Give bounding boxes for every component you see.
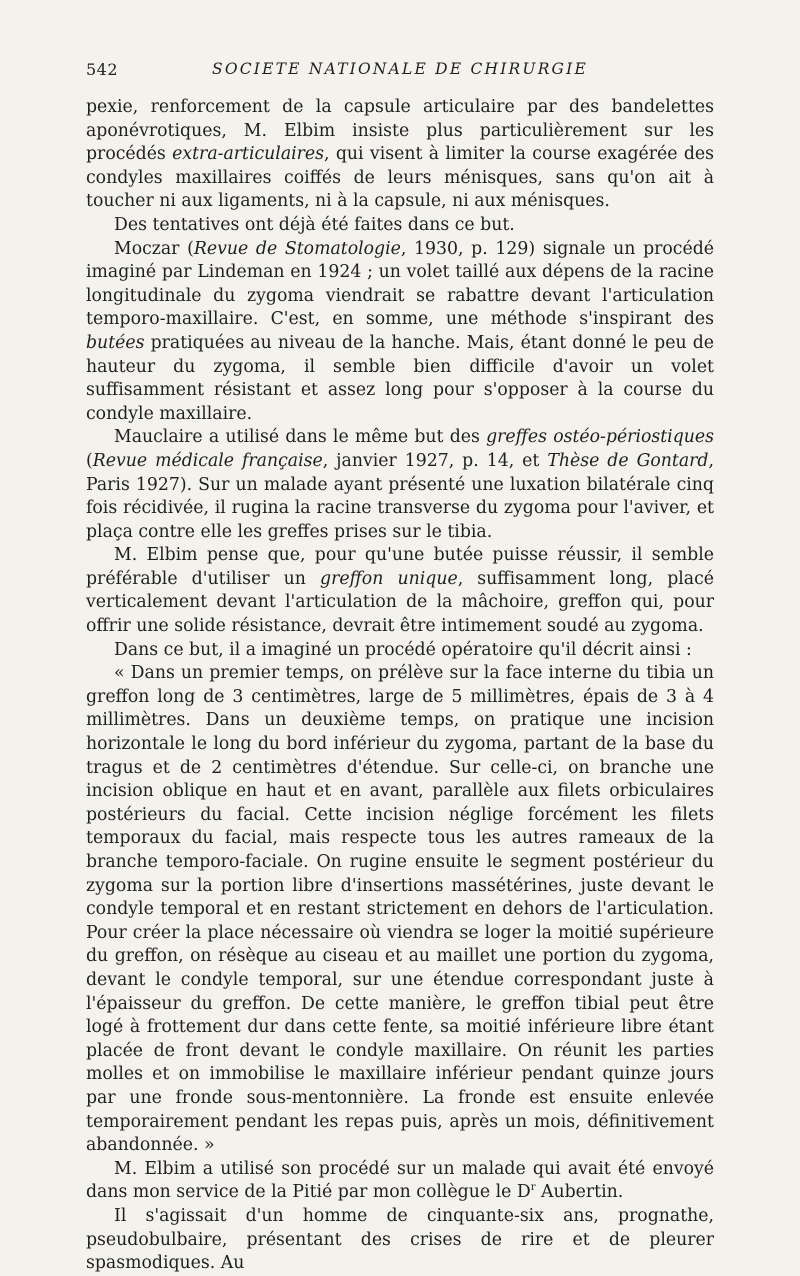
text-run: M. Elbim pense que, pour qu'une butée puisse réussir, il semble préférable d'utiliser un bbox=[86, 545, 714, 589]
body-text bbox=[86, 96, 714, 1276]
paragraph-1 bbox=[86, 96, 714, 214]
text-run: Aubertin. bbox=[535, 1182, 624, 1203]
thesis-title: Thèse de Gontard bbox=[547, 450, 709, 471]
text-run: Moczar ( bbox=[114, 238, 194, 259]
paragraph-5 bbox=[86, 544, 714, 638]
text-run: pratiquées au niveau de la hanche. Mais, étant donné le peu de hauteur du zygoma, il semble bien difficile d'avoir un volet suffisamment résistant et assez long pour s'opposer à la course du condyle maxillaire. bbox=[86, 332, 714, 424]
journal-title: Revue médicale française bbox=[92, 450, 323, 471]
text-run: , suffisamment long, placé verticalement devant l'articulation de la mâchoire, greffon qui, pour offrir une solide résistance, devrait être intimement soudé au zygoma. bbox=[86, 568, 715, 637]
paragraph-2: Des tentatives ont déjà été faites dans ce but. bbox=[114, 214, 515, 235]
running-title: SOCIETE NATIONALE DE CHIRURGIE bbox=[212, 60, 588, 78]
paragraph-4 bbox=[86, 426, 714, 544]
paragraph-3 bbox=[86, 238, 714, 427]
page-number: 542 bbox=[86, 60, 119, 79]
text-run: M. Elbim a utilisé son procédé sur un malade qui avait été envoyé dans mon service de la Pitié par mon collègue le D bbox=[86, 1158, 714, 1203]
paragraph-9: Il s'agissait d'un homme de cinquante-six ans, prognathe, pseudobulbaire, présentant des crises de rire et de pleurer spasmodiques. Au bbox=[86, 1205, 714, 1274]
paragraph-8 bbox=[86, 1158, 714, 1205]
text-run: pexie, renforcement de la capsule articulaire par des bandelettes aponévrotiques, M. Elbim insiste plus particulièrement sur les procédés bbox=[86, 97, 714, 165]
text-run: , janvier 1927, p. 14, et bbox=[322, 450, 548, 471]
text-run: , qui visent à limiter la course exagérée des condyles maxillaires coiffés de leurs ménisques, sans qu'on ait à toucher ni aux ligaments, ni à la capsule, ni aux ménisques. bbox=[86, 144, 714, 212]
page-header bbox=[86, 60, 714, 86]
italic-term: extra-articulaires bbox=[172, 144, 325, 165]
paragraph-6: Dans ce but, il a imaginé un procédé opératoire qu'il décrit ainsi : bbox=[114, 639, 692, 660]
text-run: ( bbox=[86, 450, 93, 471]
italic-term: greffon unique bbox=[320, 568, 458, 589]
text-run: , Paris 1927). Sur un malade ayant présenté une luxation bilatérale cinq fois récidivée, il rugina la racine transverse du zygoma pour l'aviver, et plaça contre elle les greffes prises sur le tibia. bbox=[86, 450, 714, 542]
journal-title: Revue de Stomatologie bbox=[193, 238, 401, 259]
italic-term: greffes ostéo-périostiques bbox=[486, 427, 714, 448]
superscript: r bbox=[530, 1182, 536, 1194]
italic-term: butées bbox=[86, 332, 145, 353]
paragraph-7-quote: « Dans un premier temps, on prélève sur la face interne du tibia un greffon long de 3 centimètres, large de 5 millimètres, épais de 3 à 4 millimètres. Dans un deuxième temps, on pratique une incision horizontale le long du bord inférieur du zygoma, partant de la base du tragus et de 2 centimètres d'étendue. Sur celle-ci, on branche une incision oblique en haut et en avant, parallèle aux filets orbiculaires postérieurs du facial. Cette incision néglige forcément les filets temporaux du facial, mais respecte tous les autres rameaux de la branche temporo-faciale. On rugine ensuite le segment postérieur du zygoma sur la portion libre d'insertions massétérines, juste devant le condyle temporal et en restant strictement en dehors de l'articulation. Pour créer la place nécessaire où viendra se loger la moitié supérieure du greffon, on résèque au ciseau et au maillet une portion du zygoma, devant le condyle temporal, sur une étendue correspondant juste à l'épaisseur du greffon. De cette manière, le greffon tibial peut être logé à frottement dur dans cette fente, sa moitié inférieure libre étant placée de front devant le condyle maxillaire. On réunit les parties molles et on immobilise le maxillaire inférieur pendant quinze jours par une fronde sous-mentonnière. La fronde est ensuite enlevée temporairement pendant les repas puis, après un mois, définitivement abandonnée. » bbox=[86, 663, 714, 1156]
text-run: , 1930, p. 129) signale un procédé imaginé par Lindeman en 1924 ; un volet taillé aux dépens de la racine longitudinale du zygoma viendrait se rabattre devant l'articulation temporo-maxillaire. C'est, en somme, une méthode s'inspirant des bbox=[86, 238, 714, 330]
text-run: Mauclaire a utilisé dans le même but des bbox=[114, 427, 487, 448]
